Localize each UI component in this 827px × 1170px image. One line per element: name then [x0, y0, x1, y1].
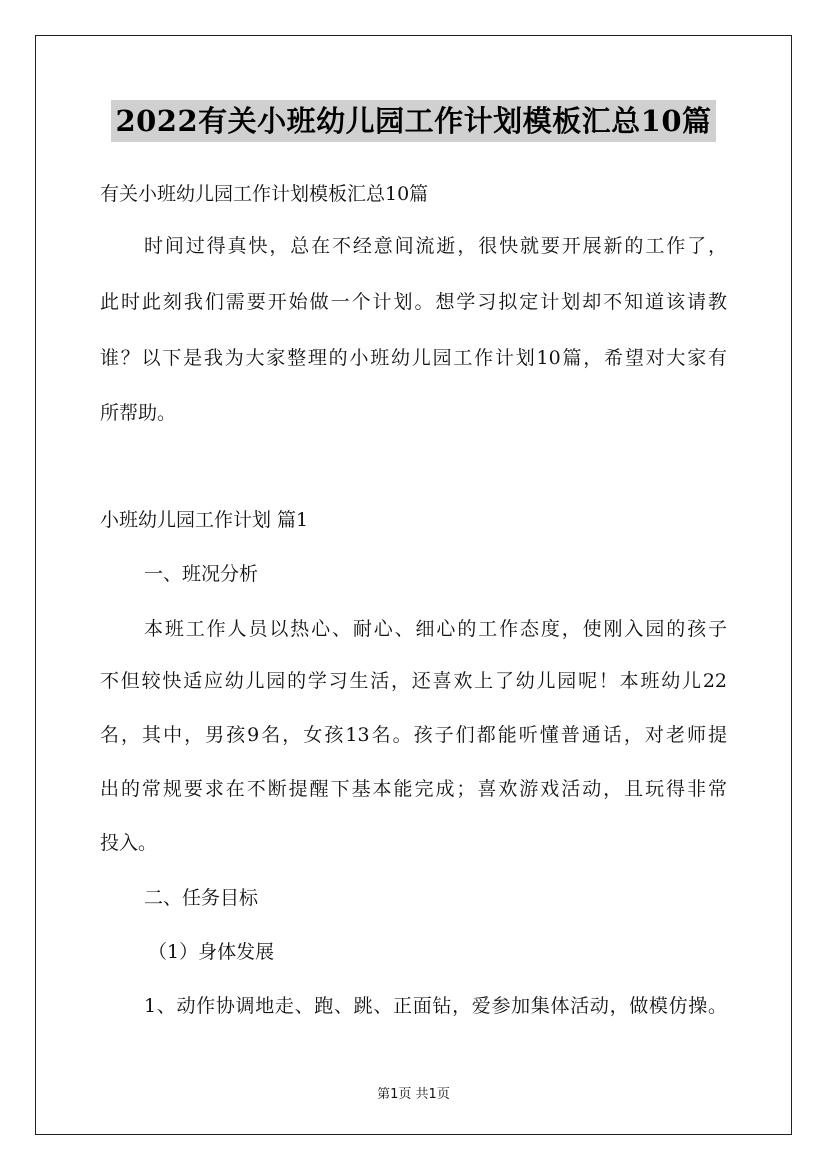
title-container: [0, 100, 827, 142]
paragraph-line: 此时此刻我们需要开始做一个计划。想学习拟定计划却不知道该请教: [100, 291, 727, 313]
paragraph-line: 投入。: [100, 832, 158, 854]
paragraph-line: 出的常规要求在不断提醒下基本能完成；喜欢游戏活动，且玩得非常: [100, 778, 727, 800]
section-heading: 小班幼儿园工作计划 篇1: [100, 509, 309, 531]
page-footer: 第1页 共1页: [377, 1087, 450, 1102]
subtitle: 有关小班幼儿园工作计划模板汇总10篇: [100, 183, 429, 205]
subsection-heading: 二、任务目标: [144, 887, 259, 909]
paragraph-line: 所帮助。: [100, 402, 177, 424]
document-title: 2022有关小班幼儿园工作计划模板汇总10篇: [111, 100, 715, 142]
paragraph-line: 本班工作人员以热心、耐心、细心的工作态度，使刚入园的孩子: [144, 618, 727, 640]
subsection-heading: （1）身体发展: [148, 941, 275, 963]
paragraph-line: 时间过得真快，总在不经意间流逝，很快就要开展新的工作了，: [144, 235, 727, 257]
subsection-heading: 一、班况分析: [144, 563, 259, 585]
paragraph-line: 谁？以下是我为大家整理的小班幼儿园工作计划10篇，希望对大家有: [100, 347, 727, 369]
paragraph-line: 1、动作协调地走、跑、跳、正面钻，爱参加集体活动，做模仿操。: [144, 995, 727, 1017]
paragraph-line: 不但较快适应幼儿园的学习生活，还喜欢上了幼儿园呢！本班幼儿22: [100, 670, 727, 692]
paragraph-line: 名，其中，男孩9名，女孩13名。孩子们都能听懂普通话，对老师提: [100, 724, 727, 746]
